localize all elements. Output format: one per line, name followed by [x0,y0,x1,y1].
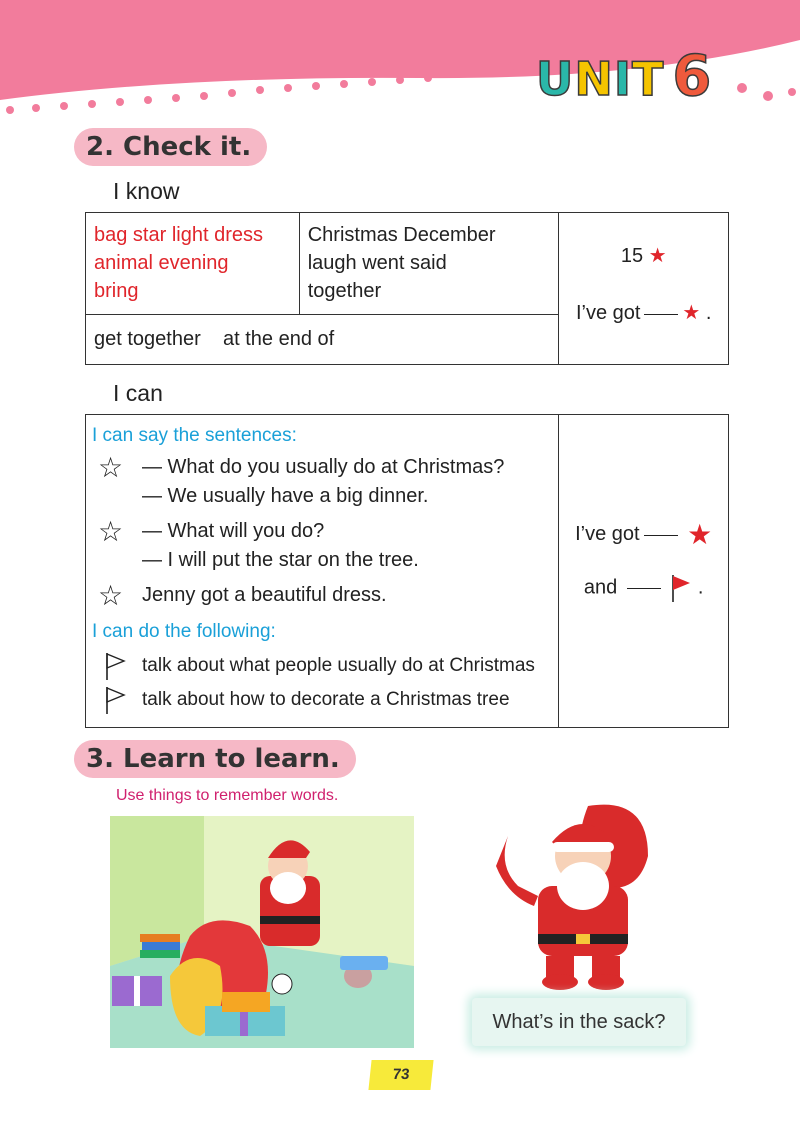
can-cell [86,415,559,728]
answer-blank[interactable] [644,534,678,536]
santa-with-sack-illustration [488,796,668,992]
section-title-check-it: 2. Check it. [74,128,267,166]
unit-letter: N [574,52,614,106]
sentence-line: — What do you usually do at Christmas? [142,456,505,478]
sentence-line: — What will you do? [142,520,325,542]
unit-number: 6 [672,44,713,109]
sentence-line: — I will put the star on the tree. [142,549,419,571]
phrases: get together at the end of [94,328,335,350]
know-score-cell: 15 ★ I’ve got ★ . [559,213,729,365]
black-words-cell [299,213,559,315]
i-know-table [85,212,729,365]
got-label: I’ve got [575,302,641,324]
red-flag-icon [670,573,692,603]
word-line: bag star light dress [94,224,263,246]
sentence-group [92,581,552,613]
outline-flag-icon[interactable] [104,685,126,715]
outline-star-icon[interactable]: ☆ [98,516,124,547]
word-line: Christmas December [307,224,496,246]
answer-blank[interactable] [627,587,661,589]
word-line: animal evening [94,252,229,274]
phrases-cell [86,315,559,365]
task-text: talk about how to decorate a Christmas tree [142,689,510,710]
task-row [92,683,552,717]
red-star-icon: ★ [687,519,713,550]
section-title-learn-to-learn: 3. Learn to learn. [74,740,356,778]
answer-blank[interactable] [644,313,678,315]
i-can-heading: I can [113,380,163,406]
can-score-cell: I’ve got ★ and . [559,415,729,728]
sentence-line: — We usually have a big dinner. [142,485,429,507]
and-label: and [583,576,618,599]
got-label: I’ve got [575,522,640,545]
sentence-group [92,517,552,579]
sack-question: What’s in the sack? [472,998,686,1046]
do-label: I can do the following: [92,621,276,642]
sentence-line: Jenny got a beautiful dress. [142,584,387,606]
outline-star-icon[interactable]: ☆ [98,580,124,611]
sentence-group [92,453,552,515]
outline-star-icon[interactable]: ☆ [98,452,124,483]
tip-text: Use things to remember words. [116,787,339,804]
say-label: I can say the sentences: [92,425,297,446]
i-can-table [85,414,729,728]
word-line: together [307,280,382,302]
unit-letter: I [613,52,632,106]
unit-title [536,44,712,109]
santa-room-illustration [110,816,414,1048]
star-total: 15 [620,245,644,267]
unit-letter: U [536,52,575,106]
word-line: laugh went said [307,252,447,274]
i-know-heading: I know [113,178,180,204]
red-star-icon: ★ [682,302,701,324]
red-star-icon: ★ [648,245,667,267]
red-words-cell [86,213,300,315]
task-row [92,649,552,683]
outline-flag-icon[interactable] [104,651,126,681]
unit-letter: T [631,52,665,106]
word-line: bring [94,280,139,302]
task-text: talk about what people usually do at Christmas [142,655,535,676]
page-number: 73 [368,1060,433,1090]
